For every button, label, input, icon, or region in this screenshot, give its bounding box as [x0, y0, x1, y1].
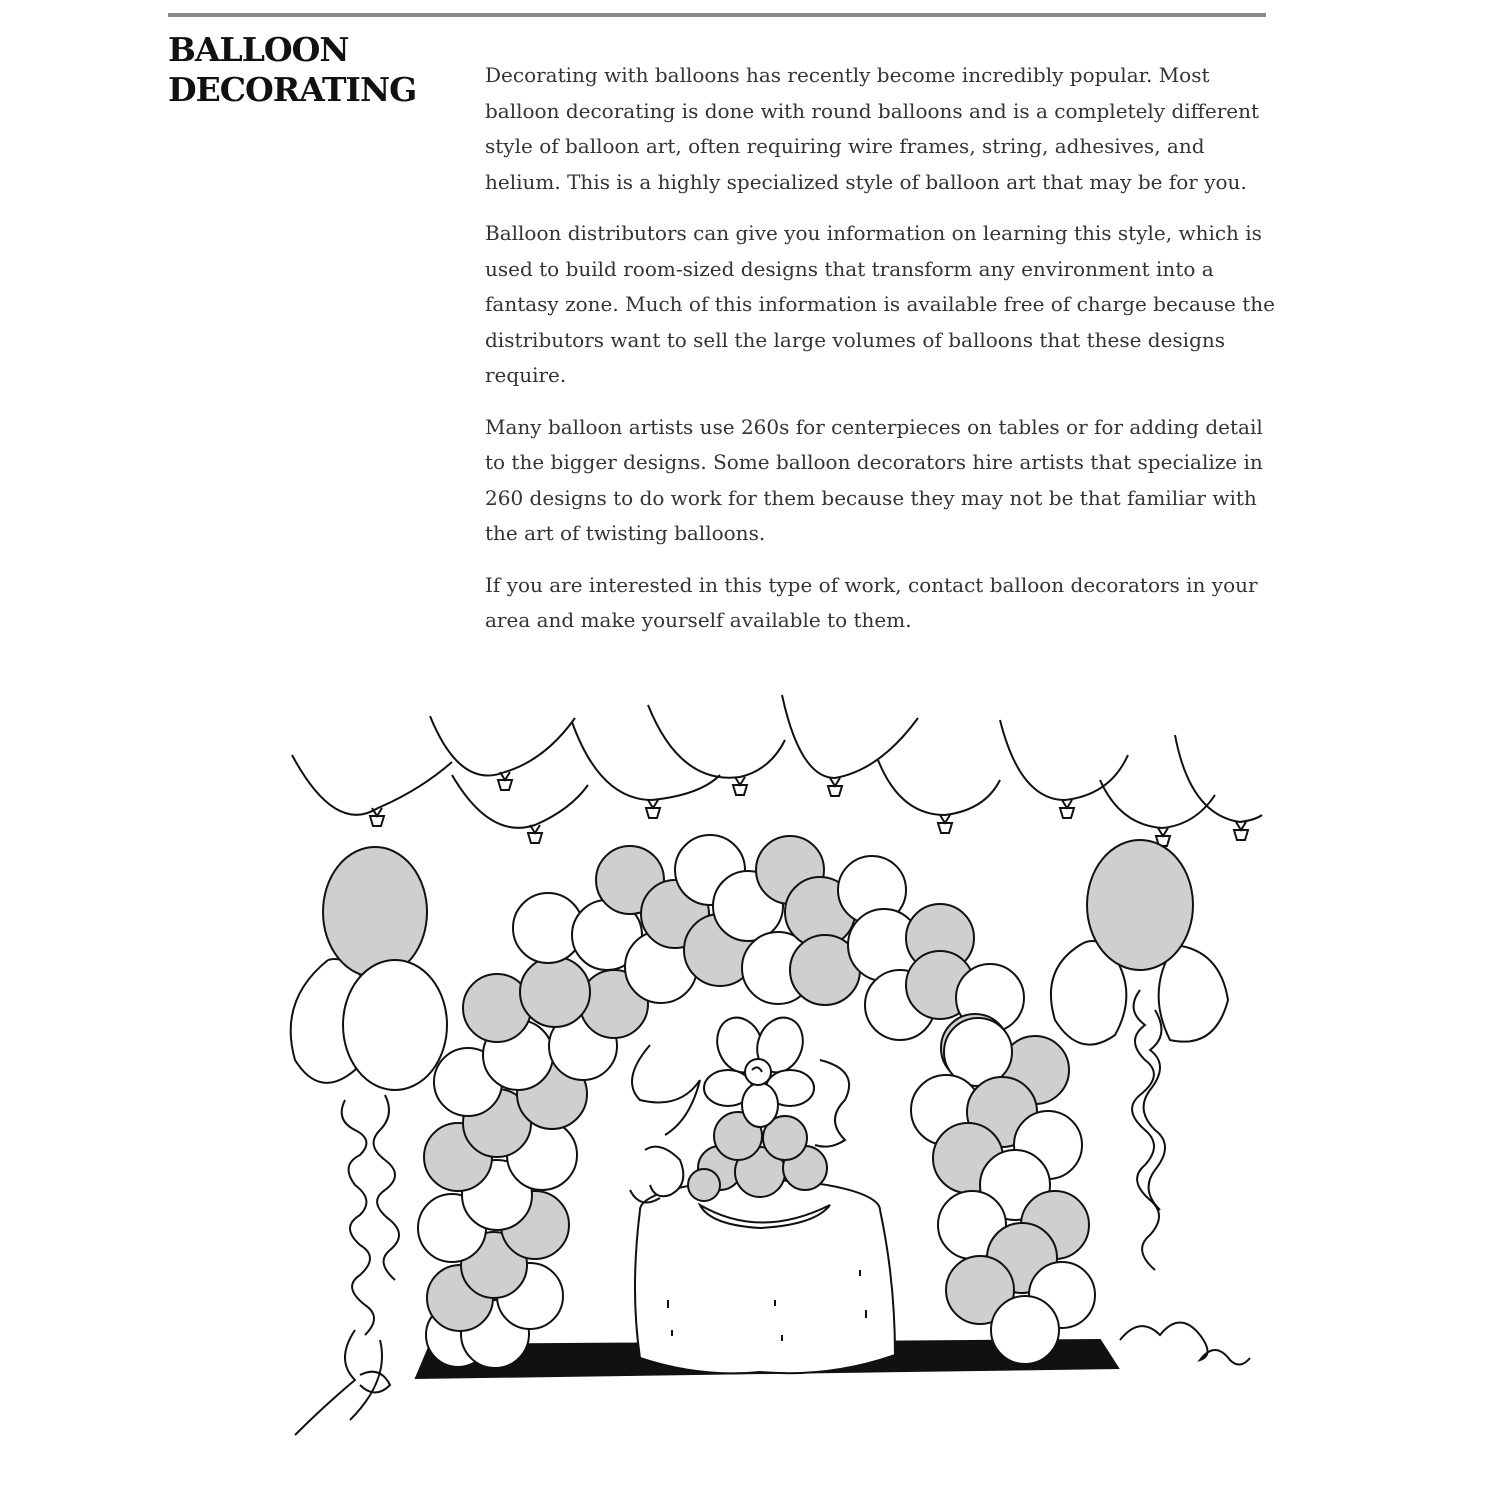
left-balloon-bouquet [291, 847, 447, 1435]
paragraph-2: Balloon distributors can give you information on learning this style, which is used to build room-sized designs that transform any environment into a fantasy zone. Much of this information is available free of charge because the distributors want to sell the large volumes of balloons that these designs require. [485, 221, 1275, 387]
paragraph-3: Many balloon artists use 260s for centerpieces on tables or for adding detail to the bigger designs. Some balloon decorators hire artists that specialize in 260 designs to do work for them because they may not be that familiar with the art of twisting balloons. [485, 414, 1263, 545]
body-text [485, 58, 1275, 655]
balloon-decoration-illustration [280, 680, 1270, 1450]
paragraph-4: If you are interested in this type of work, contact balloon decorators in your area and make yourself available to them. [485, 572, 1258, 632]
top-rule [168, 13, 1266, 17]
ceiling-balloons [292, 695, 1262, 846]
section-heading: BALLOON DECORATING [168, 30, 417, 109]
table [635, 1180, 895, 1373]
paragraph-1: Decorating with balloons has recently become incredibly popular. Most balloon decorating is done with round balloons and is a completely different style of balloon art, often requiring wire frames, string, adhesives, and helium. This is a highly specialized style of balloon art that may be for you. [485, 63, 1260, 194]
